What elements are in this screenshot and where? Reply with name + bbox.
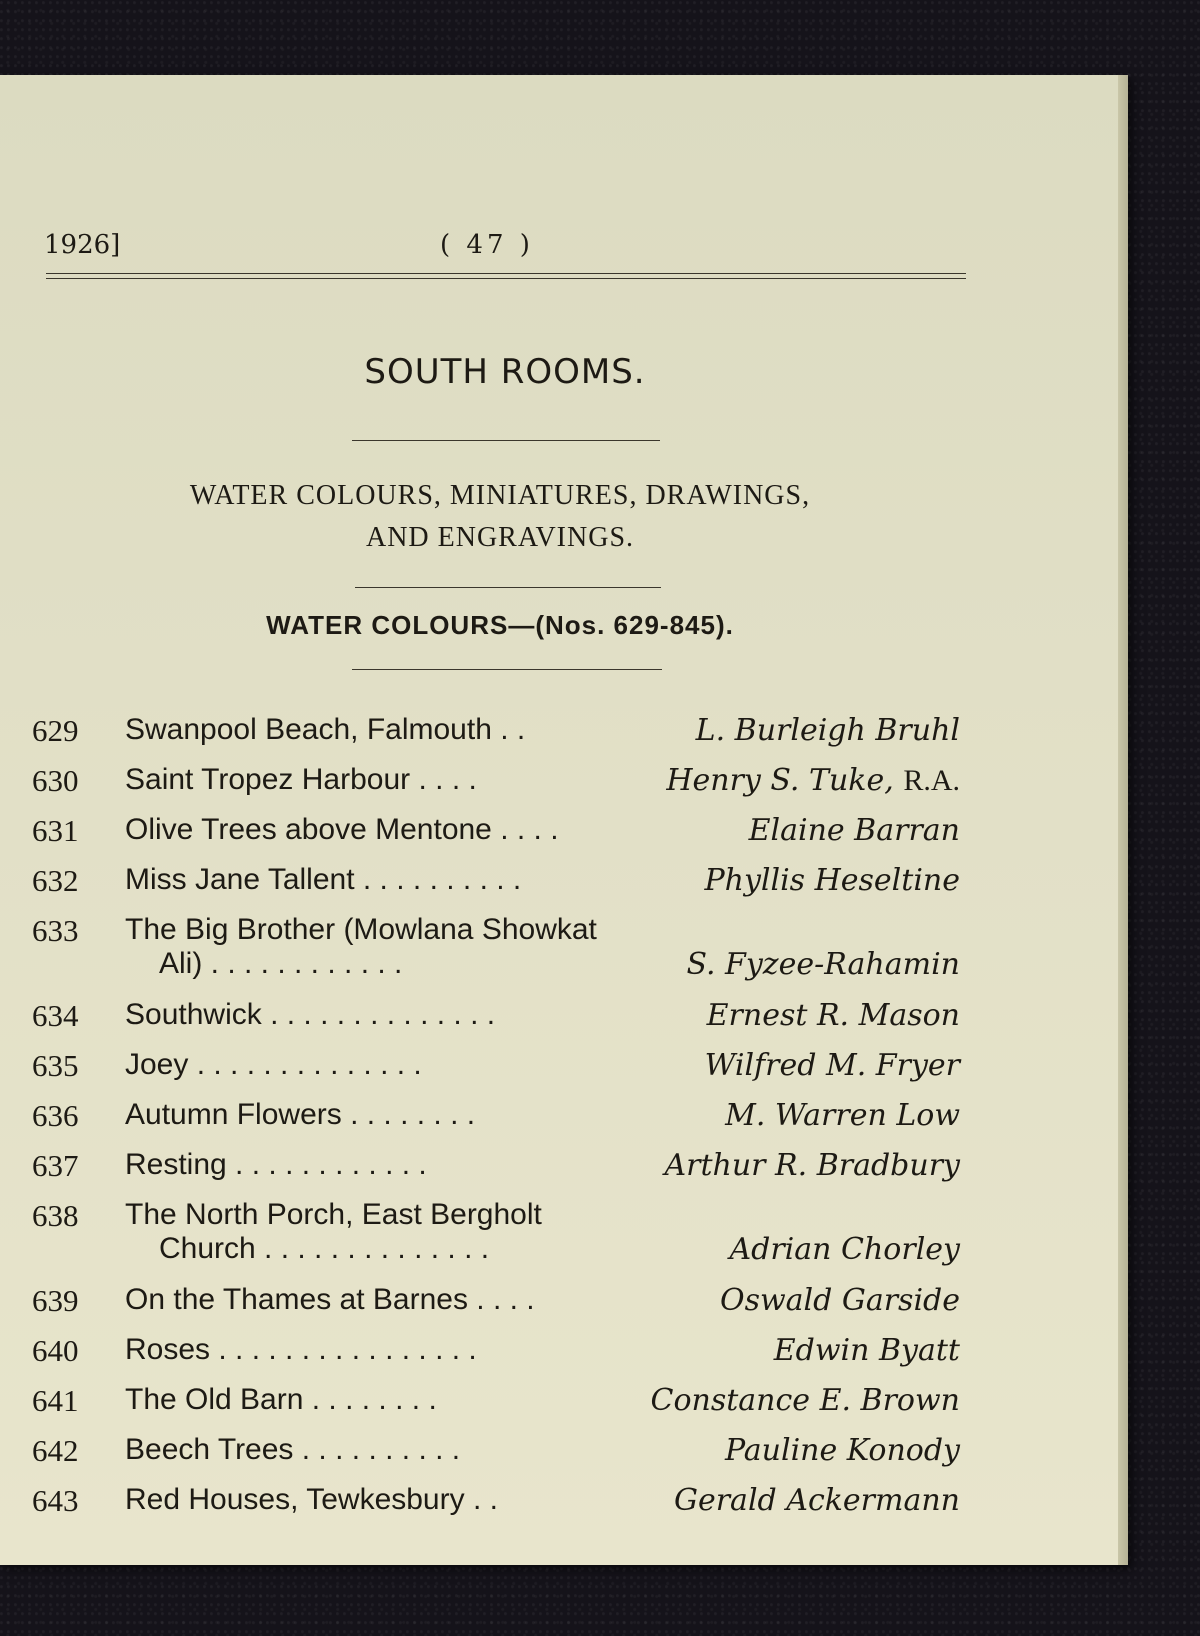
artist-name: Adrian Chorley bbox=[729, 1232, 960, 1267]
entry-title bbox=[125, 913, 695, 981]
entry-artist bbox=[725, 1098, 960, 1133]
entry-artist bbox=[666, 763, 960, 798]
page-year: 1926] bbox=[44, 230, 121, 260]
page-number: ( 47 ) bbox=[440, 230, 534, 260]
list-item bbox=[22, 1098, 966, 1148]
entry-title-text: Olive Trees above Mentone . . . . bbox=[125, 813, 559, 846]
entry-title-text: Joey . . . . . . . . . . . . . . bbox=[125, 1048, 422, 1081]
artist-name: Gerald Ackermann bbox=[674, 1483, 960, 1518]
list-item bbox=[22, 763, 966, 813]
artist-name: Constance E. Brown bbox=[650, 1383, 960, 1418]
entry-number: 638 bbox=[32, 1198, 79, 1233]
divider bbox=[352, 440, 660, 441]
artist-name: Phyllis Heseltine bbox=[704, 863, 960, 898]
entry-artist bbox=[696, 713, 960, 748]
entry-title-text: Saint Tropez Harbour . . . . bbox=[125, 763, 477, 796]
entry-number: 642 bbox=[32, 1433, 79, 1468]
entry-title-text: Resting . . . . . . . . . . . . bbox=[125, 1148, 427, 1181]
section-heading: WATER COLOURS—(Nos. 629-845). bbox=[266, 610, 734, 640]
list-item bbox=[22, 1198, 966, 1283]
list-item bbox=[22, 913, 966, 998]
entry-title bbox=[125, 1048, 695, 1082]
entry-number: 633 bbox=[32, 913, 79, 948]
artist-name: Arthur R. Bradbury bbox=[664, 1148, 960, 1183]
entry-artist bbox=[705, 1048, 960, 1083]
catalogue-page bbox=[0, 75, 1128, 1565]
entry-title-text: Autumn Flowers . . . . . . . . bbox=[125, 1098, 476, 1131]
list-item bbox=[22, 1483, 966, 1533]
list-item bbox=[22, 1333, 966, 1383]
entry-artist bbox=[686, 947, 960, 982]
entry-title bbox=[125, 1098, 695, 1132]
entry-number: 643 bbox=[32, 1483, 79, 1518]
entry-number: 635 bbox=[32, 1048, 79, 1083]
entry-title bbox=[125, 1333, 695, 1367]
entry-title-text: The Old Barn . . . . . . . . bbox=[125, 1383, 437, 1416]
entry-artist bbox=[707, 998, 960, 1033]
entry-title-text: Swanpool Beach, Falmouth . . bbox=[125, 713, 526, 746]
artist-name: Pauline Konody bbox=[724, 1433, 960, 1468]
entry-number: 630 bbox=[32, 763, 79, 798]
page-title: SOUTH ROOMS. bbox=[364, 352, 646, 392]
artist-name: Elaine Barran bbox=[748, 813, 960, 848]
entry-title bbox=[125, 1283, 695, 1317]
entry-artist bbox=[720, 1283, 960, 1318]
entry-number: 631 bbox=[32, 813, 79, 848]
entry-artist bbox=[749, 813, 960, 848]
entry-artist bbox=[674, 1483, 960, 1518]
entry-number: 641 bbox=[32, 1383, 79, 1418]
artist-name: Oswald Garside bbox=[719, 1283, 960, 1318]
entry-title-text: Beech Trees . . . . . . . . . . bbox=[125, 1433, 461, 1466]
divider bbox=[355, 587, 661, 588]
artist-name: Henry S. Tuke, bbox=[666, 763, 894, 798]
entry-title-continuation: Church . . . . . . . . . . . . . . bbox=[159, 1232, 490, 1265]
list-item bbox=[22, 1148, 966, 1198]
entry-artist bbox=[729, 1232, 960, 1267]
subtitle-line: AND ENGRAVINGS. bbox=[365, 522, 635, 553]
list-item bbox=[22, 863, 966, 913]
entry-number: 636 bbox=[32, 1098, 79, 1133]
artist-name: S. Fyzee-Rahamin bbox=[686, 947, 960, 982]
entry-number: 632 bbox=[32, 863, 79, 898]
subtitle bbox=[0, 475, 1000, 559]
list-item bbox=[22, 813, 966, 863]
entry-title-continuation: Ali) . . . . . . . . . . . . bbox=[159, 947, 403, 980]
entry-title-text: Red Houses, Tewkesbury . . bbox=[125, 1483, 498, 1516]
artist-name: L. Burleigh Bruhl bbox=[695, 713, 960, 748]
entry-list bbox=[22, 713, 966, 1533]
entry-title bbox=[125, 998, 695, 1032]
entry-number: 637 bbox=[32, 1148, 79, 1183]
entry-title-text: Southwick . . . . . . . . . . . . . . bbox=[125, 998, 496, 1031]
entry-title bbox=[125, 1433, 695, 1467]
list-item bbox=[22, 1433, 966, 1483]
entry-title bbox=[125, 863, 695, 897]
list-item bbox=[22, 1283, 966, 1333]
entry-title bbox=[125, 1383, 695, 1417]
entry-number: 634 bbox=[32, 998, 79, 1033]
entry-title-text: The North Porch, East Bergholt bbox=[125, 1198, 542, 1231]
page-edge bbox=[1118, 75, 1128, 1565]
entry-artist bbox=[664, 1148, 960, 1183]
header-rule bbox=[46, 273, 966, 279]
entry-artist bbox=[725, 1433, 960, 1468]
entry-artist bbox=[704, 863, 960, 898]
entry-title bbox=[125, 1483, 695, 1517]
entry-title bbox=[125, 713, 695, 747]
list-item bbox=[22, 1048, 966, 1098]
entry-title bbox=[125, 1148, 695, 1182]
entry-title-text: The Big Brother (Mowlana Showkat bbox=[125, 913, 597, 946]
entry-title bbox=[125, 1198, 695, 1266]
artist-name: Edwin Byatt bbox=[773, 1333, 960, 1368]
artist-name: Wilfred M. Fryer bbox=[704, 1048, 960, 1083]
entry-title-text: Miss Jane Tallent . . . . . . . . . . bbox=[125, 863, 522, 896]
artist-name: Ernest R. Mason bbox=[706, 998, 960, 1033]
artist-honours: R.A. bbox=[903, 764, 960, 797]
artist-name: M. Warren Low bbox=[725, 1098, 960, 1133]
list-item bbox=[22, 713, 966, 763]
entry-number: 640 bbox=[32, 1333, 79, 1368]
entry-number: 629 bbox=[32, 713, 79, 748]
entry-title bbox=[125, 763, 695, 797]
list-item bbox=[22, 1383, 966, 1433]
divider bbox=[352, 669, 662, 670]
entry-title-text: On the Thames at Barnes . . . . bbox=[125, 1283, 535, 1316]
subtitle-line: WATER COLOURS, MINIATURES, DRAWINGS, bbox=[189, 480, 811, 511]
list-item bbox=[22, 998, 966, 1048]
entry-title-text: Roses . . . . . . . . . . . . . . . . bbox=[125, 1333, 477, 1366]
entry-artist bbox=[774, 1333, 960, 1368]
entry-number: 639 bbox=[32, 1283, 79, 1318]
entry-title bbox=[125, 813, 695, 847]
entry-artist bbox=[650, 1383, 960, 1418]
